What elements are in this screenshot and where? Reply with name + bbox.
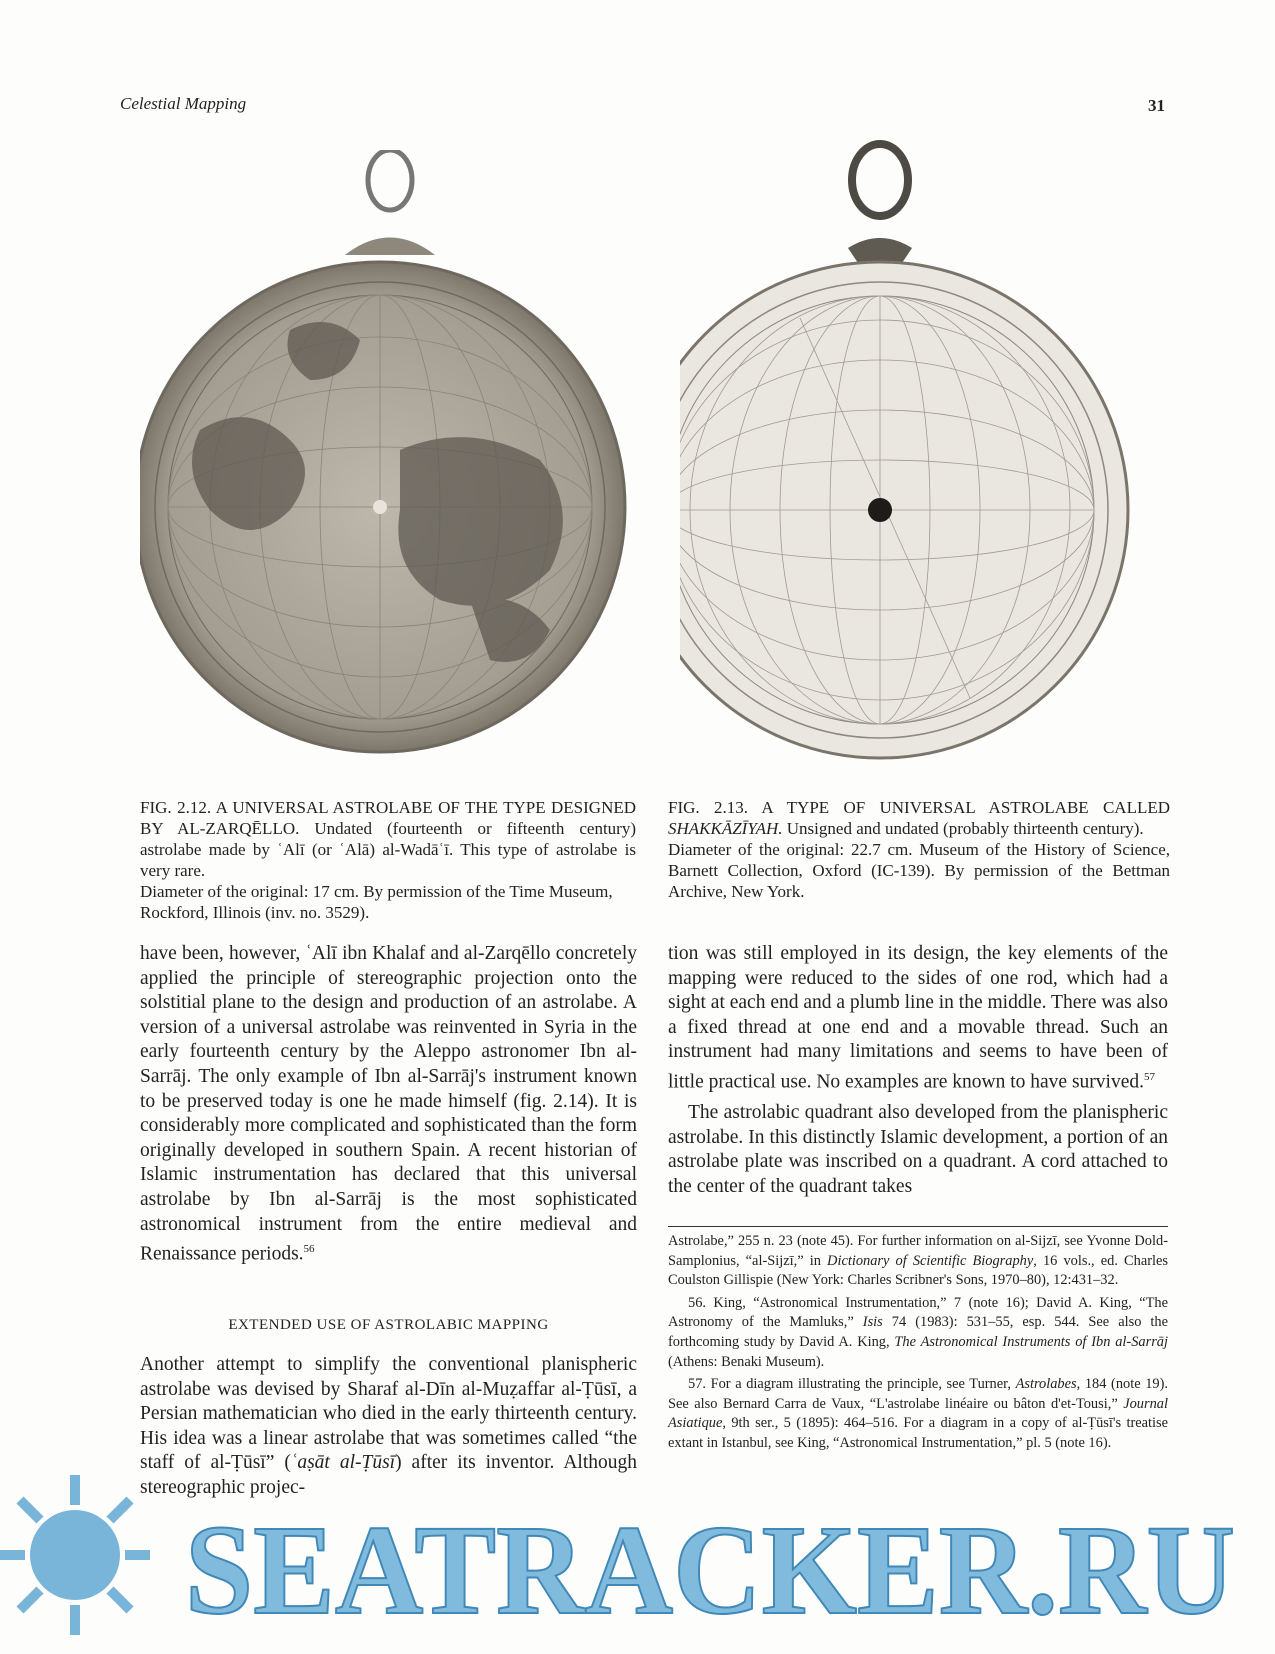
sun-icon <box>0 1475 150 1635</box>
body-italic: ʿaṣāt al-Ṭūsī <box>290 1452 396 1474</box>
section-heading: EXTENDED USE OF ASTROLABIC MAPPING <box>228 1317 549 1333</box>
figure-label: FIG. 2.13. <box>668 798 748 817</box>
figure-title-italic: SHAKKĀZĪYAH. <box>668 819 783 838</box>
footnote-56: 56. King, “Astronomical Instrumentation,” 7 (note 16); David A. King, “The Astronomy of the Mamluks,” Isis 74 (1983): 531–55, esp. 544. See also the forthcoming study by David A. King, The Astronomical Instruments of Ibn al-Sarrāj (Athens: Benaki Museum). <box>668 1294 1168 1370</box>
footnote-rule <box>668 1226 1168 1227</box>
footnote-ref: 57 <box>1143 1070 1155 1083</box>
figure-description: Undated (fourteenth or fifteenth century) astrolabe made by ʿAlī (or ʿAlā) al-Wadāʿī. This type of astrolabe is very rare. <box>140 819 636 880</box>
figure-credit: Diameter of the original: 17 cm. By permission of the Time Museum, Rockford, Illinois (inv. no. 3529). <box>140 882 613 922</box>
astrolabe-figure-left <box>140 150 640 790</box>
body-column-left-top <box>140 942 637 1267</box>
astrolabe-zarqello-illustration <box>140 150 640 790</box>
figure-credit: Diameter of the original: 22.7 cm. Museum of the History of Science, Barnett Collection, Oxford (IC-139). By permission of the Bettman Archive, New York. <box>668 840 1170 901</box>
figure-title: A UNIVERSAL ASTROLABE OF THE TYPE DESIGNED BY AL-ZARQĒLLO. <box>140 798 637 838</box>
figure-caption-2-13 <box>668 797 1170 902</box>
astrolabe-figure-right <box>680 138 1180 788</box>
body-paragraph: The astrolabic quadrant also developed from the planispheric astrolabe. In this distinctly Islamic development, a portion of an astrolabe plate was inscribed on a quadrant. A cord attached to the center of the quadrant takes <box>668 1102 1168 1197</box>
figure-caption-2-12 <box>140 797 636 923</box>
body-paragraph: tion was still employed in its design, the key elements of the mapping were reduced to the sides of one rod, which had a sight at each end and a plumb line in the middle. There was also a fixed thread at one end and a movable thread. Such an instrument had many limitations and seems to have been of little practical use. No examples are known to have survived. <box>668 943 1169 1093</box>
figure-description: Unsigned and undated (probably thirteenth century). <box>786 819 1144 838</box>
astrolabe-shakkaziyah-illustration <box>680 138 1180 788</box>
footnote-57: 57. For a diagram illustrating the principle, see Turner, Astrolabes, 184 (note 19). See also Bernard Carra de Vaux, “L'astrolabe linéaire ou bâton d'et-Tousi,” Journal Asiatique, 9th ser., 5 (1895): 464–516. For a diagram in a copy of al-Ṭūsī's treatise extant in Istanbul, see King, “Astronomical Instrumentation,” pl. 5 (note 16). <box>668 1376 1169 1451</box>
body-paragraph-cont: ) after its inventor. Although stereographic projec- <box>140 1452 637 1498</box>
figure-label: FIG. 2.12. <box>140 798 212 817</box>
body-paragraph: have been, however, ʿAlī ibn Khalaf and al-Zarqēllo concretely applied the principle of stereographic projection onto the solstitial plane to the design and production of an astrolabe. A version of a universal astrolabe was reinvented in Syria in the early fourteenth century by the Aleppo astronomer Ibn al-Sarrāj. The only example of Ibn al-Sarrāj's instrument known to be preserved today is one he made himself (fig. 2.14). It is considerably more complicated and sophisticated than the form originally developed in southern Spain. A recent historian of Islamic instrumentation has declared that this universal astrolabe by Ibn al-Sarrāj is the most sophisticated astronomical instrument from the entire medieval and Renaissance periods. <box>140 943 637 1265</box>
footnotes <box>668 1232 1168 1457</box>
footnote-continued: Astrolabe,” 255 n. 23 (note 45). For further information on al-Sijzī, see Yvonne Dold-Samplonius, “al-Sijzī,” in Dictionary of Scientific Biography, 16 vols., ed. Charles Coulston Gillispie (New York: Charles Scribner's Sons, 1970–80), 12:431–32. <box>668 1233 1169 1289</box>
watermark <box>0 1475 1275 1649</box>
watermark-text: SEATRACKER.RU <box>185 1499 1235 1641</box>
body-paragraph: Another attempt to simplify the conventional planispheric astrolabe was devised by Sharaf al-Dīn al-Muẓaffar al-Ṭūsī, a Persian mathematician who died in the early thirteenth century. His idea was a linear astrolabe that was sometimes called “the staff of al-Ṭūsī” ( <box>140 1354 637 1474</box>
figure-title: A TYPE OF UNIVERSAL ASTROLABE CALLED <box>761 798 1171 817</box>
running-head: Celestial Mapping <box>120 94 247 113</box>
watermark-graphic <box>0 1475 1275 1649</box>
body-column-right-top <box>668 942 1168 1199</box>
footnote-ref: 56 <box>303 1243 315 1256</box>
page-number: 31 <box>1148 96 1165 115</box>
